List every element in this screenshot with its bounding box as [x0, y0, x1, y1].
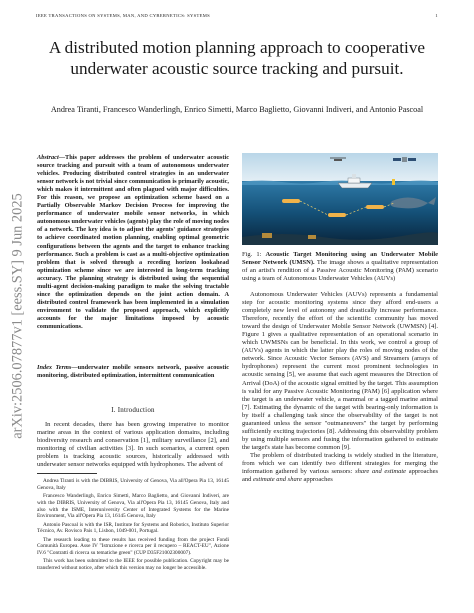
arxiv-stamp	[4, 170, 32, 462]
distributed-tracking-paragraph	[242, 452, 438, 484]
caption-text: The image shows a qualitative representation of an artist's rendition of a Passive Acoustic Monitoring (PAM) scenario using a team of Autonomous Underwater Vehicles (AUVs)	[242, 259, 438, 283]
caption-label: Fig. 1:	[242, 251, 262, 258]
page-number: 1	[435, 13, 438, 18]
footnote-affiliation-1: Andrea Tiranti is with the DIBRIS, University of Genova, Via all'Opera Pia 13, 16145 Genova, Italy	[37, 478, 229, 491]
intro-paragraph: In recent decades, there has been growing imperative to monitor marine areas in the context of various application domains, including biodiversity research and conservation [1], military surveillance [2], and monitoring of civilian activities [3]. In such scenarios, a current open problem is tracking acoustic sources, historically addressed with underwater sensor networks equipped with hydrophones. The advent of	[37, 421, 229, 469]
footnote-funding: The research leading to these results has received funding from the project Fondi Comunità Europea. Asse IV "Istruzione e ricerca per il recupero – REACT-EU", Azione IV.6 "Contratti di ricerca su tematiche green" (CUP D35F21002300007).	[37, 536, 229, 556]
dt-term-share-estimate: share and estimate	[355, 468, 407, 476]
auv-paragraph: Autonomous Underwater Vehicles (AUVs) represents a fundamental step for acoustic monitoring systems since they afford end-users a completely new level of autonomy and drastically increase performance. Therefore, recently the effort of the scientific community has moved toward the design of Underwater Mobile Sensor Network (UWMSN) [4]. Figure 1 gives a qualitative representation of an operational scenario in which UWMSNs can be beneficial. In this work, we control a group of (AUVs) agents in which the latter play the roles of moving nodes of the network. Since Acoustic Vector Sensors (AVS) and Streamers (arrays of hydrophones) represent the current most prominent technologies in acoustic sensing [5], we assume that each agent measures the Direction of Arrival (DoA) of the acoustic signal emitted by the target. This assumption is valid for any Passive Acoustic Monitoring (PAM) [6] application where the target is an underwater vehicle, a mammal or a tagged marine animal [7]. Estimating the dynamic of the target with bearing-only information is by itself a challenging task since the observability of the target is not guaranteed unless the sensor "outmaneuvers" the target by performing sufficiently exciting trajectories [8]. Addressing this observability problem by using multiple sensors and fusing the information gathered to estimate the target's state has become common [9].	[242, 291, 438, 451]
footnote-affiliation-2: Francesco Wanderlingh, Enrico Simetti, Marco Baglietto, and Giovanni Indiveri, are with the DIBRIS, University of Genova, Via all'Opera Pia 13, 16145 Genova, Italy and also with the ISME, Interuniversity Center of Integrated Systems for the Marine Environment, Via all'Opera Pia 13, 16145 Genova, Italy	[37, 493, 229, 520]
index-terms	[37, 364, 229, 380]
caption-title: Acoustic Target Monitoring using an Underwater Mobile Sensor Network (UMSN).	[242, 251, 439, 267]
author-list: Andrea Tiranti, Francesco Wanderlingh, Enrico Simetti, Marco Baglietto, Giovanni Indiveri, and Antonio Pascoal	[50, 105, 424, 114]
footnote-copyright: This work has been submitted to the IEEE for possible publication. Copyright may be transferred without notice, after which this version may no longer be accessible.	[37, 558, 229, 571]
figure-pam-scenario	[242, 153, 438, 245]
dt-term-estimate-share: estimate and share	[253, 476, 302, 484]
dt-text-c: approaches	[301, 476, 333, 484]
footnote-affiliation-3: Antonio Pascoal is with the ISR, Institute for Systems and Robotics, Instituto Superior Técnico, Av. Rovisco Pais 1, Lisbon, 1049-001, Portugal.	[37, 521, 229, 535]
journal-name: IEEE TRANSACTIONS ON SYSTEMS, MAN, AND CYBERNETICS: SYSTEMS	[36, 13, 210, 18]
dt-text-b: approaches and	[242, 468, 438, 484]
sky-background	[242, 153, 438, 183]
index-terms-lead: Index Terms	[37, 364, 72, 371]
section-heading-introduction: I. Introduction	[111, 406, 155, 414]
dt-text-a: The problem of distributed tracking is widely studied in the literature, from which we can identify two different strategies for merging the information gathered by various sensors:	[242, 451, 438, 476]
running-header	[36, 13, 438, 21]
abstract-lead: Abstract	[37, 154, 59, 161]
abstract-text: —This paper addresses the problem of underwater acoustic source tracking and pursuit with a team of autonomous underwater vehicles. Producing distributed control strategies in an underwater sensor network is not trivial since communication is primarily acoustic, which makes it intermittent and often plagued with major difficulties. For this reason, we propose an optimization scheme based on a Partially Observable Markov Decision Process for improving the performance of underwater mobile sensor networks, in which autonomous underwater vehicles (agents) play the role of moving nodes of a network. The key idea is to adjust the agents' guidance strategies to achieve coordinated motion planning, enabling optimal geometric configurations between the agents and the target to enhance tracking performance. Such a problem is cast as a multi-objective optimization problem that is solved through a receding horizon lookahead optimization scheme since we are interested in long-term tracking accuracy. The planning strategy is distributed using the sequential multi-agent decision-making paradigm to make the solving tractable since the optimization depends on the joint action domain. A distributed control framework has been implemented in a simulation environment to validate the proposed approach, which explicitly accounts for the major limitations imposed by acoustic communications.	[37, 154, 229, 330]
right-column-body	[242, 291, 438, 484]
footnote-divider	[37, 473, 97, 474]
introduction-body	[37, 421, 229, 469]
figure-caption	[242, 251, 438, 283]
buoy-icon	[392, 179, 395, 185]
index-terms-text: —underwater mobile sensors network, passive acoustic monitoring, distributed optimization, intermittent communication	[37, 364, 229, 380]
arxiv-identifier: arXiv:2506.07877v1 [eess.SY] 9 Jun 2025	[9, 193, 26, 439]
pam-scenario-illustration	[242, 153, 438, 245]
footnotes	[37, 478, 229, 573]
paper-title: A distributed motion planning approach to cooperative underwater acoustic source tracking and pursuit.	[48, 38, 426, 78]
abstract	[37, 154, 229, 331]
